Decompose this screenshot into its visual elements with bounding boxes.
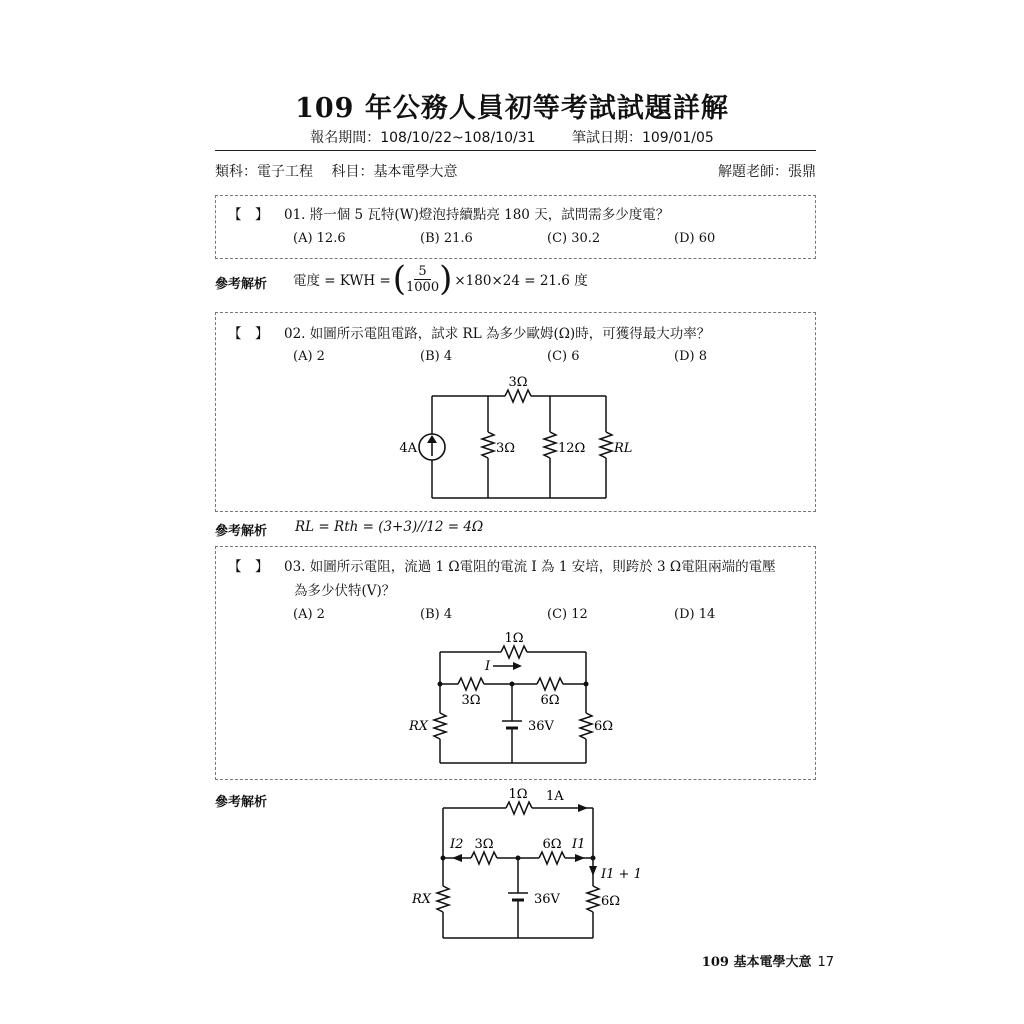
option-c: (C) 12: [547, 607, 588, 622]
battery-label: 36V: [528, 719, 554, 734]
option-c: (C) 6: [547, 349, 580, 364]
circuit-q3: [400, 628, 630, 768]
answer-label-2: 參考解析: [215, 524, 268, 539]
question-stem: 01. 將一個 5 瓦特(W)燈泡持續點亮 180 天，試問需多少度電？: [284, 207, 670, 223]
answer-1: [293, 259, 588, 299]
exam-dates: [0, 127, 1024, 147]
option-d: (D) 14: [674, 607, 716, 622]
page-footer: [702, 951, 834, 970]
book-name: 109 基本電學大意: [701, 955, 812, 970]
arrow-right-icon: [513, 662, 522, 670]
resistor-top-label: 3Ω: [508, 375, 528, 390]
question-box-1: [215, 195, 816, 259]
fraction: ( $\frac{5}{1000}$ ): [392, 259, 453, 299]
answer-label-1: 參考解析: [215, 277, 268, 292]
question-stem: 03. 如圖所示電阻，流過 1 Ω電阻的電流 I 為 1 安培，則跨於 3 Ω電阻兩端的電壓: [284, 559, 776, 575]
answer-bracket: 【 】: [228, 207, 269, 223]
option-b: (B) 4: [420, 607, 453, 622]
answer-bracket: 【 】: [228, 559, 269, 575]
resistor-right-label: 6Ω: [601, 894, 621, 909]
current-label: I: [485, 659, 491, 674]
question-2-options: [293, 349, 815, 364]
resistor-rx-label: RX: [411, 892, 431, 907]
resistor-top-label: 1Ω: [508, 787, 528, 802]
question-3-text: [228, 556, 815, 578]
registration-period: 報名期間：108/10/22~108/10/31: [310, 130, 536, 146]
resistor-top-label: 1Ω: [504, 631, 524, 646]
question-1-options: [293, 231, 815, 246]
category: 類科：電子工程: [215, 164, 313, 180]
subject: 科目：基本電學大意: [331, 164, 458, 180]
battery-label: 36V: [534, 892, 560, 907]
source-label: 4A: [399, 441, 417, 456]
denominator: 1000: [406, 279, 440, 295]
option-a: (A) 2: [293, 607, 325, 622]
option-d: (D) 8: [674, 349, 707, 364]
numerator: 5: [414, 264, 430, 280]
answer-label-3: 參考解析: [215, 795, 268, 810]
arrow-down-icon: [589, 866, 597, 876]
circuit-solution-q3: [400, 782, 650, 947]
question-1-text: [228, 204, 815, 226]
resistor-rl-label: RL: [614, 441, 633, 456]
resistor-mid-label: 6Ω: [542, 837, 562, 852]
exam-date: 筆試日期：109/01/05: [571, 130, 714, 146]
teacher: 解題老師：張鼎: [718, 164, 816, 180]
resistor-left-label: 3Ω: [461, 693, 481, 708]
subject-info: [215, 161, 471, 181]
current-i1-plus-1-label: I1 + 1: [601, 867, 642, 882]
option-d: (D) 60: [674, 231, 716, 246]
answer-1-lhs: 電度 = KWH =: [293, 273, 391, 289]
option-c: (C) 30.2: [547, 231, 601, 246]
answer-1-rhs: ×180×24 = 21.6 度: [454, 273, 588, 289]
arrow-left-icon: [452, 854, 462, 862]
question-stem: 02. 如圖所示電阻電路，試求 RL 為多少歐姆(Ω)時，可獲得最大功率？: [284, 326, 711, 342]
current-i2-label: I2: [450, 837, 464, 852]
option-a: (A) 12.6: [293, 231, 346, 246]
option-b: (B) 4: [420, 349, 453, 364]
resistor-left-label: 3Ω: [474, 837, 494, 852]
resistor-right-label: 6Ω: [594, 719, 614, 734]
page-title: 109 年公務人員初等考試試題詳解: [295, 93, 729, 124]
question-3-text-line2: 為多少伏特(V)？: [294, 583, 396, 599]
resistor-rx-label: RX: [408, 719, 428, 734]
current-i1-label: I1: [572, 837, 586, 852]
page-number: 17: [817, 955, 834, 970]
resistor-r1-label: 3Ω: [496, 441, 516, 456]
resistor-r2-label: 12Ω: [558, 441, 586, 456]
answer-bracket: 【 】: [228, 326, 269, 342]
arrow-right-icon: [575, 854, 585, 862]
header-divider: [215, 150, 816, 151]
option-a: (A) 2: [293, 349, 325, 364]
question-2-text: [228, 323, 815, 345]
question-3-options: [293, 607, 815, 622]
circuit-q2: [380, 368, 650, 503]
resistor-mid-label: 6Ω: [540, 693, 560, 708]
option-b: (B) 21.6: [420, 231, 473, 246]
arrow-right-icon: [578, 804, 588, 812]
answer-2: RL = Rth = (3+3)//12 = 4Ω: [295, 519, 484, 535]
top-current-label: 1A: [546, 789, 564, 804]
